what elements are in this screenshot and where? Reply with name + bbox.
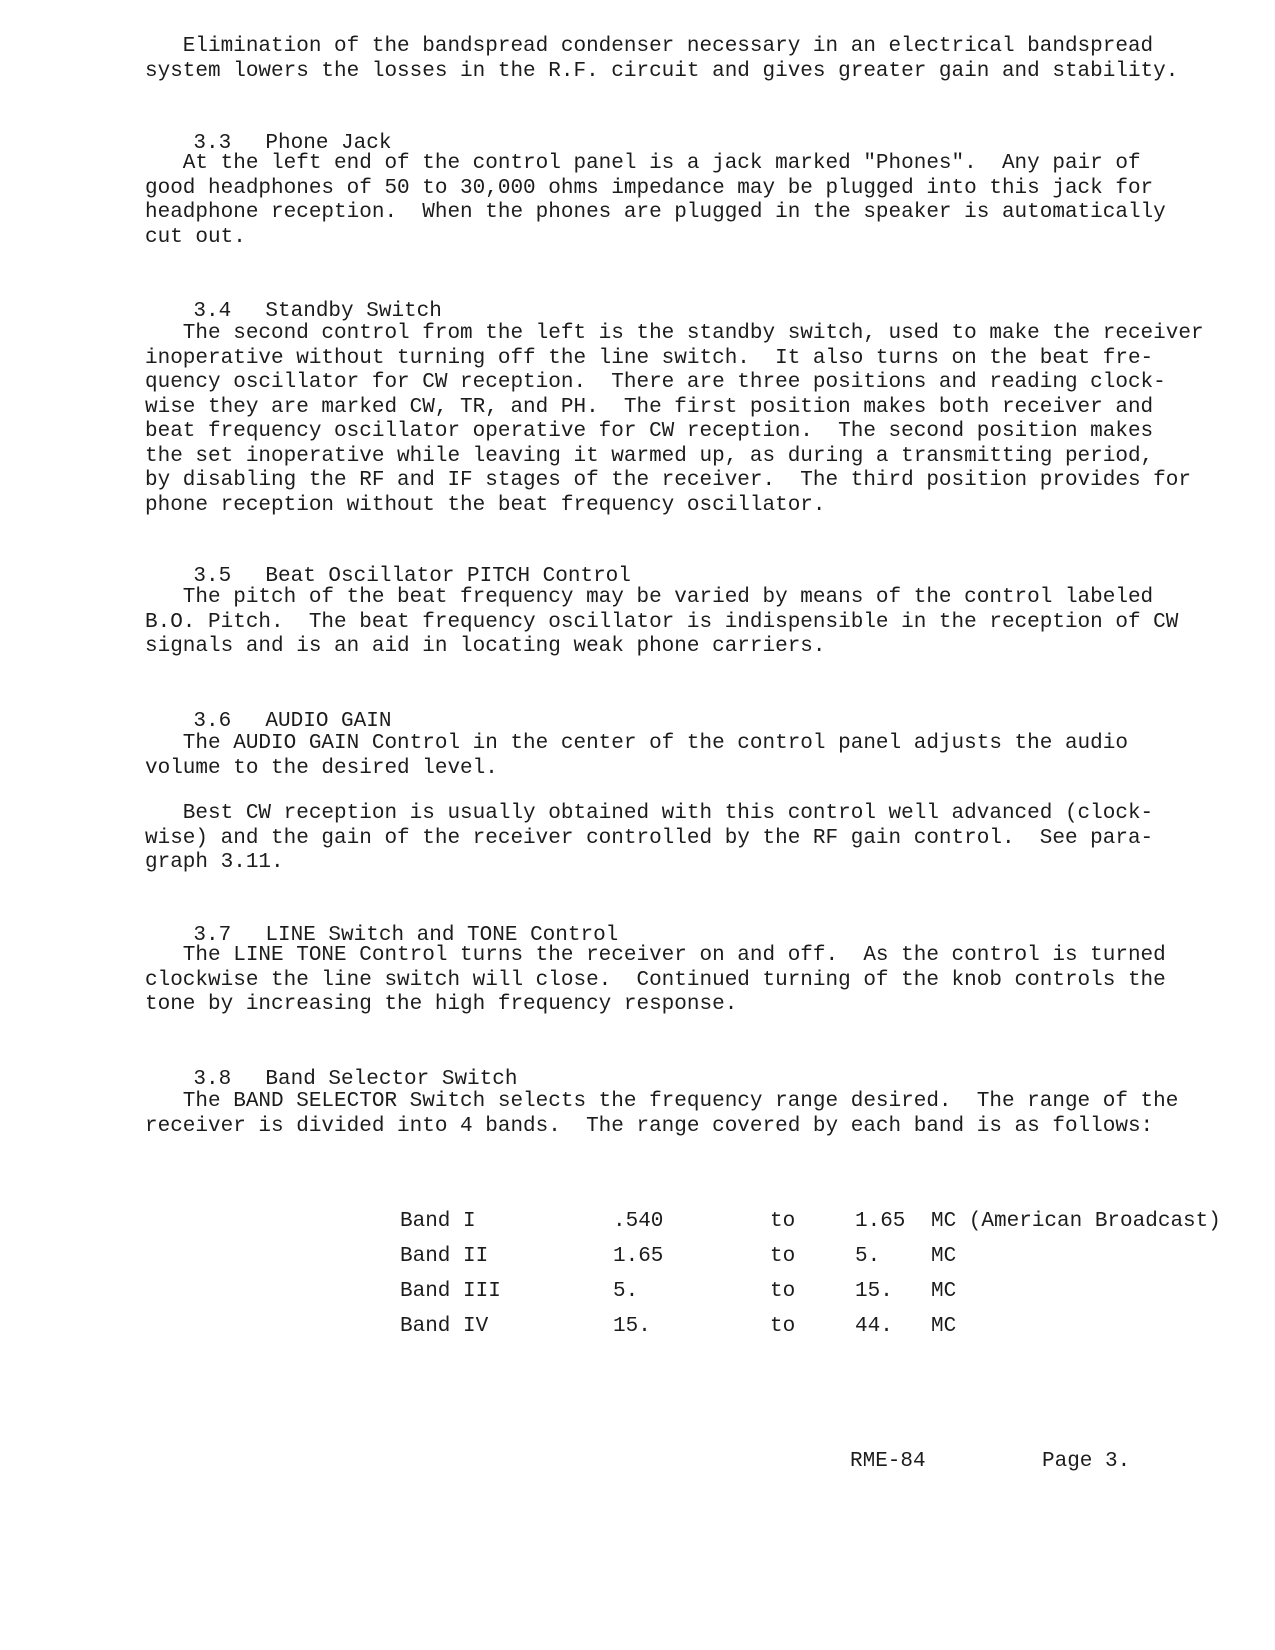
phone-jack-paragraph (145, 152, 1225, 250)
band-name: Band I (400, 1210, 476, 1233)
section-title: Phone Jack (265, 131, 392, 155)
audio-gain-paragraph-2 (145, 802, 1225, 876)
section-title: Beat Oscillator PITCH Control (265, 564, 631, 588)
text-line: quency oscillator for CW reception. There are three positions and reading clock- (145, 371, 1166, 394)
section-number: 3.8 (193, 1067, 232, 1091)
band-end: 44. (855, 1315, 893, 1338)
section-number: 3.7 (193, 923, 232, 947)
text-line: graph 3.11. (145, 851, 284, 874)
band-range-table (400, 1210, 1221, 1350)
text-line: wise) and the gain of the receiver controlled by the RF gain control. See para- (145, 826, 1154, 850)
intro-paragraph (145, 35, 1225, 84)
text-line: B.O. Pitch. The beat frequency oscillator is indispensible in the reception of CW (145, 610, 1179, 634)
band-end: 15. (855, 1280, 893, 1303)
text-line: Elimination of the bandspread condenser necessary in an electrical bandspread (145, 35, 1154, 58)
line-tone-paragraph (145, 944, 1225, 1018)
band-from: 15. (613, 1315, 651, 1338)
band-to: to (770, 1280, 796, 1303)
page-number: Page 3. (1042, 1450, 1131, 1473)
band-name: Band II (400, 1245, 489, 1268)
band-unit: MC (American Broadcast) (931, 1210, 1221, 1233)
section-number: 3.6 (193, 709, 232, 733)
band-selector-paragraph (145, 1090, 1225, 1139)
band-end: 5. (855, 1245, 881, 1268)
text-line: signals and is an aid in locating weak phone carriers. (145, 635, 826, 658)
text-line: good headphones of 50 to 30,000 ohms impedance may be plugged into this jack for (145, 176, 1154, 200)
text-line: The second control from the left is the standby switch, used to make the receiver (145, 322, 1204, 345)
text-line: by disabling the RF and IF stages of the receiver. The third position provides for (145, 469, 1191, 492)
band-name: Band IV (400, 1315, 489, 1338)
band-from: .540 (613, 1210, 664, 1233)
text-line: cut out. (145, 225, 246, 249)
section-number: 3.4 (193, 299, 232, 323)
band-from: 5. (613, 1280, 639, 1303)
band-unit: MC (931, 1315, 957, 1338)
text-line: receiver is divided into 4 bands. The range covered by each band is as follows: (145, 1114, 1154, 1138)
beat-oscillator-paragraph (145, 586, 1225, 660)
band-from: 1.65 (613, 1245, 664, 1268)
band-name: Band III (400, 1280, 501, 1303)
table-row (400, 1280, 957, 1315)
text-line: tone by increasing the high frequency response. (145, 993, 738, 1016)
text-line: headphone reception. When the phones are plugged in the speaker is automatically (145, 201, 1166, 224)
document-id: RME-84 (850, 1450, 926, 1473)
text-line: the set inoperative while leaving it warmed up, as during a transmitting period, (145, 444, 1154, 468)
section-number: 3.5 (193, 564, 232, 588)
text-line: The BAND SELECTOR Switch selects the frequency range desired. The range of the (145, 1090, 1179, 1113)
text-line: beat frequency oscillator operative for CW reception. The second position makes (145, 420, 1154, 443)
band-unit: MC (931, 1280, 957, 1303)
text-line: At the left end of the control panel is a jack marked "Phones". Any pair of (145, 152, 1141, 175)
text-line: Best CW reception is usually obtained with this control well advanced (clock- (145, 802, 1154, 825)
text-line: phone reception without the beat frequency oscillator. (145, 493, 826, 517)
section-number: 3.3 (193, 131, 232, 155)
text-line: system lowers the losses in the R.F. circuit and gives greater gain and stability. (145, 59, 1179, 83)
band-to: to (770, 1315, 796, 1338)
table-row (400, 1315, 957, 1350)
text-line: clockwise the line switch will close. Continued turning of the knob controls the (145, 968, 1166, 992)
section-title: LINE Switch and TONE Control (265, 923, 619, 947)
band-unit: MC (931, 1245, 957, 1268)
text-line: inoperative without turning off the line switch. It also turns on the beat fre- (145, 346, 1154, 370)
band-to: to (770, 1210, 796, 1233)
audio-gain-paragraph-1 (145, 732, 1225, 781)
text-line: The LINE TONE Control turns the receiver on and off. As the control is turned (145, 944, 1166, 967)
text-line: volume to the desired level. (145, 756, 498, 780)
standby-switch-paragraph (145, 322, 1225, 518)
section-title: AUDIO GAIN (265, 709, 392, 733)
section-title: Band Selector Switch (265, 1067, 518, 1091)
table-row (400, 1245, 957, 1280)
section-title: Standby Switch (265, 299, 442, 323)
text-line: wise they are marked CW, TR, and PH. The first position makes both receiver and (145, 395, 1154, 419)
band-end: 1.65 (855, 1210, 906, 1233)
text-line: The AUDIO GAIN Control in the center of the control panel adjusts the audio (145, 732, 1128, 755)
band-to: to (770, 1245, 796, 1268)
text-line: The pitch of the beat frequency may be varied by means of the control labeled (145, 586, 1154, 609)
table-row (400, 1210, 1221, 1245)
